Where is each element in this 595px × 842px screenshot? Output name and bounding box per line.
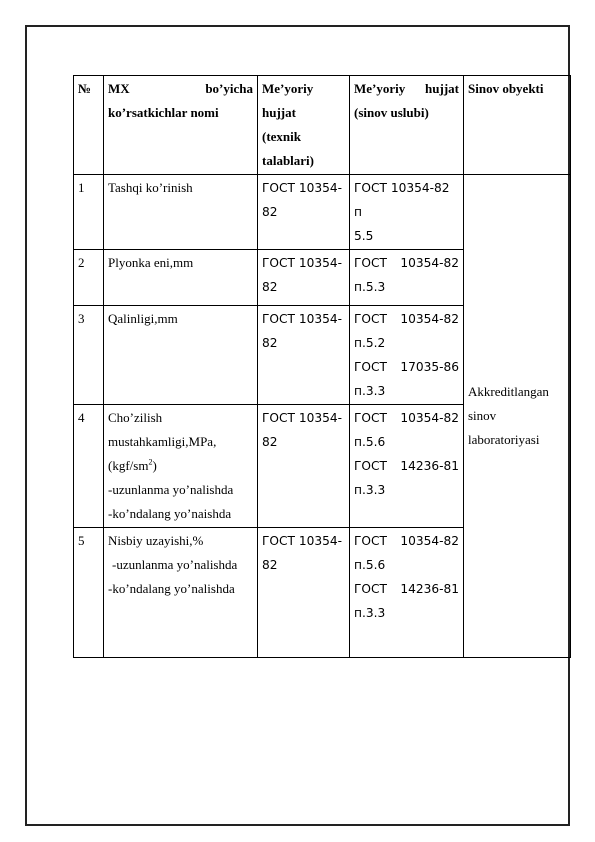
indicator-unit-close: ) <box>152 458 157 473</box>
method-line: 5.5 <box>354 229 374 243</box>
method-word: ГОСТ <box>354 459 387 473</box>
table-row <box>74 175 571 250</box>
row-num: 4 <box>78 410 85 425</box>
normative-line: 82 <box>262 336 278 350</box>
row-3-method <box>350 306 464 405</box>
indicator-line: Cho’zilish <box>108 410 163 425</box>
row-5-num <box>74 528 104 658</box>
method-word: 14236-81 <box>400 582 459 596</box>
row-4-method <box>350 405 464 528</box>
indicator-line: mustahkamligi,MPa, <box>108 434 217 449</box>
method-word: ГОСТ <box>354 256 387 270</box>
row-2-method <box>350 250 464 306</box>
normative-line: ГОСТ 10354- <box>262 256 343 270</box>
row-3-indicator <box>104 306 258 405</box>
row-5-indicator <box>104 528 258 658</box>
method-line: п.5.3 <box>354 280 386 294</box>
row-1-indicator <box>104 175 258 250</box>
header-normative-line-2: hujjat <box>262 105 296 120</box>
row-1-method <box>350 175 464 250</box>
header-indicator-word-2: bo’yicha <box>205 81 253 96</box>
row-num: 2 <box>78 255 85 270</box>
header-indicator <box>104 76 258 175</box>
method-line: п.5.6 <box>354 558 386 572</box>
normative-line: ГОСТ 10354- <box>262 181 343 195</box>
method-word: 10354-82 <box>400 411 459 425</box>
header-normative-line-3: (texnik <box>262 129 301 144</box>
method-word: 10354-82 <box>400 312 459 326</box>
method-line: п.3.3 <box>354 483 386 497</box>
header-normative-line-1: Me’yoriy <box>262 81 314 96</box>
method-word: 14236-81 <box>400 459 459 473</box>
method-word: ГОСТ <box>354 360 387 374</box>
indicator-superscript: 2 <box>148 457 153 467</box>
header-method-word-1: Me’yoriy <box>354 81 406 96</box>
indicator-line: Qalinligi,mm <box>108 311 178 326</box>
header-normative-line-4: talablari) <box>262 153 314 168</box>
method-word: ГОСТ <box>354 534 387 548</box>
row-1-num <box>74 175 104 250</box>
header-object <box>464 76 571 175</box>
row-4-normative <box>258 405 350 528</box>
indicator-line: -uzunlanma yo’nalishda <box>108 482 234 497</box>
method-line: ГОСТ 10354-82 п <box>354 181 450 219</box>
method-word: ГОСТ <box>354 411 387 425</box>
normative-line: 82 <box>262 558 278 572</box>
method-word: 10354-82 <box>400 534 459 548</box>
normative-line: 82 <box>262 280 278 294</box>
header-object-text: Sinov obyekti <box>468 81 544 96</box>
indicator-unit: (kgf/sm <box>108 458 149 473</box>
row-2-normative <box>258 250 350 306</box>
row-2-num <box>74 250 104 306</box>
object-line-3: laboratoriyasi <box>468 432 540 447</box>
method-line: п.5.6 <box>354 435 386 449</box>
method-line: п.3.3 <box>354 384 386 398</box>
normative-line: 82 <box>262 435 278 449</box>
header-row <box>74 76 571 175</box>
row-3-normative <box>258 306 350 405</box>
row-5-method <box>350 528 464 658</box>
header-method-line-2: (sinov uslubi) <box>354 105 429 120</box>
row-4-num <box>74 405 104 528</box>
header-indicator-word-1: MX <box>108 81 130 96</box>
header-indicator-line-2: ko’rsatkichlar nomi <box>108 105 219 120</box>
row-num: 1 <box>78 180 85 195</box>
method-line: п.3.3 <box>354 606 386 620</box>
header-method <box>350 76 464 175</box>
normative-line: ГОСТ 10354- <box>262 534 343 548</box>
indicator-line: -ko’ndalang yo’naishda <box>108 506 232 521</box>
header-method-word-2: hujjat <box>425 81 459 96</box>
row-5-normative <box>258 528 350 658</box>
method-word: 17035-86 <box>400 360 459 374</box>
indicator-line: Nisbiy uzayishi,% <box>108 533 204 548</box>
object-line-1: Akkreditlangan <box>468 384 549 399</box>
normative-line: ГОСТ 10354- <box>262 312 343 326</box>
row-2-indicator <box>104 250 258 306</box>
method-word: 10354-82 <box>400 256 459 270</box>
indicator-line: -ko’ndalang yo’nalishda <box>108 581 235 596</box>
indicator-line: -uzunlanma yo’nalishda <box>112 557 238 572</box>
indicator-unit-line <box>108 454 253 478</box>
header-normative <box>258 76 350 175</box>
row-4-indicator <box>104 405 258 528</box>
normative-line: 82 <box>262 205 278 219</box>
row-num: 5 <box>78 533 85 548</box>
row-1-normative <box>258 175 350 250</box>
sinov-obyekti-cell <box>464 175 571 658</box>
spec-table <box>73 75 571 658</box>
row-num: 3 <box>78 311 85 326</box>
method-word: ГОСТ <box>354 312 387 326</box>
normative-line: ГОСТ 10354- <box>262 411 343 425</box>
object-line-2: sinov <box>468 408 497 423</box>
indicator-line: Plyonka eni,mm <box>108 255 194 270</box>
indicator-line: Tashqi ko’rinish <box>108 180 193 195</box>
header-num-text: № <box>78 81 92 96</box>
header-num <box>74 76 104 175</box>
method-line: п.5.2 <box>354 336 386 350</box>
row-3-num <box>74 306 104 405</box>
method-word: ГОСТ <box>354 582 387 596</box>
